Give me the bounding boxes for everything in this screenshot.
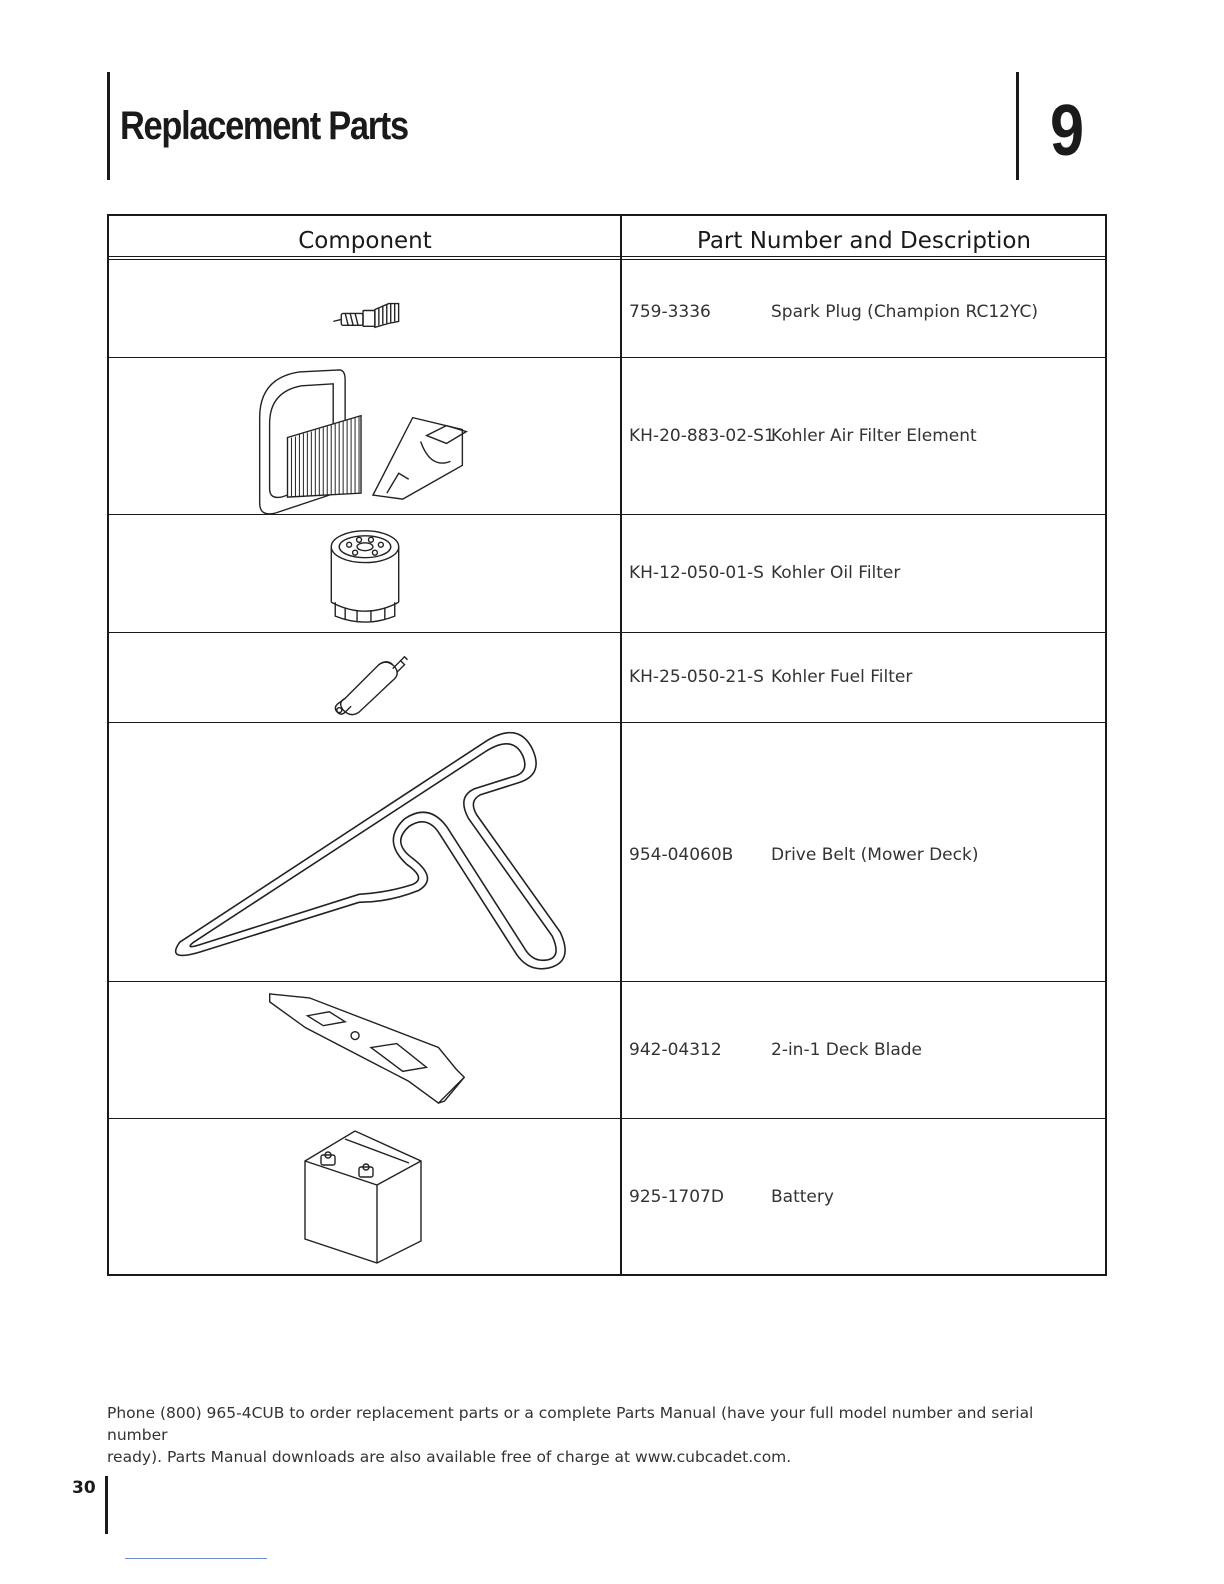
header-part-number: Part Number and Description	[697, 228, 1031, 254]
part-number: 925-1707D	[629, 1187, 724, 1207]
ordering-note	[107, 1402, 1097, 1468]
part-description: Drive Belt (Mower Deck)	[771, 845, 979, 865]
part-number: KH-20-883-02-S1	[629, 426, 775, 446]
table-row	[109, 358, 1105, 515]
part-description: Kohler Oil Filter	[771, 563, 901, 583]
part-number: 759-3336	[629, 302, 711, 322]
part-description: Kohler Fuel Filter	[771, 667, 913, 687]
part-description: Battery	[771, 1187, 834, 1207]
table-row	[109, 982, 1105, 1119]
link-underline	[125, 1558, 267, 1559]
drive-belt-icon	[109, 723, 620, 981]
page-number: 30	[72, 1478, 96, 1498]
header-component: Component	[298, 228, 432, 254]
part-description: Kohler Air Filter Element	[771, 426, 977, 446]
table-row	[109, 633, 1105, 723]
table-row	[109, 515, 1105, 633]
part-description: 2-in-1 Deck Blade	[771, 1040, 922, 1060]
table-row	[109, 723, 1105, 982]
part-number: KH-25-050-21-S	[629, 667, 764, 687]
oil-filter-icon	[109, 515, 620, 632]
page-title: Replacement Parts	[120, 104, 408, 148]
chapter-number: 9	[1050, 91, 1085, 171]
ordering-note-line2: ready). Parts Manual downloads are also available free of charge at www.cubcadet.com.	[107, 1448, 792, 1466]
spark-plug-icon	[109, 264, 620, 357]
fuel-filter-icon	[109, 633, 620, 722]
part-number: KH-12-050-01-S	[629, 563, 764, 583]
page-number-rule	[105, 1476, 108, 1534]
part-number: 954-04060B	[629, 845, 734, 865]
air-filter-icon	[109, 358, 620, 514]
table-header	[109, 216, 1105, 260]
title-rule	[107, 72, 110, 180]
part-description: Spark Plug (Champion RC12YC)	[771, 302, 1038, 322]
parts-table	[107, 214, 1107, 1276]
deck-blade-icon	[109, 982, 620, 1118]
table-row	[109, 1119, 1105, 1274]
chapter-rule	[1016, 72, 1019, 180]
part-number: 942-04312	[629, 1040, 722, 1060]
ordering-note-line1: Phone (800) 965-4CUB to order replacement parts or a complete Parts Manual (have your full model number and serial number	[107, 1404, 1034, 1444]
battery-icon	[109, 1119, 620, 1274]
table-row	[109, 264, 1105, 358]
